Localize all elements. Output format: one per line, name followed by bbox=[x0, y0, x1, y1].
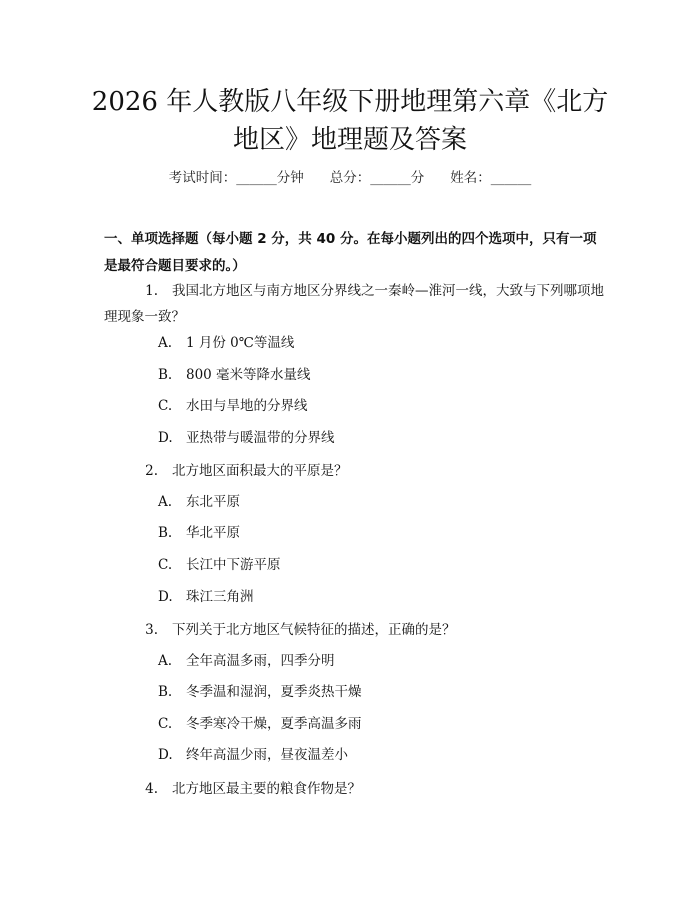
question-4 bbox=[104, 776, 624, 802]
exam-meta bbox=[0, 166, 700, 186]
option-letter: B. bbox=[158, 367, 173, 383]
option-1d bbox=[158, 428, 335, 448]
option-text: 终年高温少雨，昼夜温差小 bbox=[186, 747, 348, 763]
option-2c bbox=[158, 555, 281, 575]
option-1b bbox=[158, 365, 311, 385]
option-text: 珠江三角洲 bbox=[186, 589, 254, 605]
question-text: 下列关于北方地区气候特征的描述，正确的是？ bbox=[172, 622, 456, 638]
option-letter: A. bbox=[158, 335, 173, 351]
option-text: 冬季温和湿润，夏季炎热干燥 bbox=[186, 684, 362, 700]
option-letter: D. bbox=[158, 747, 173, 763]
option-letter: D. bbox=[158, 430, 173, 446]
question-3 bbox=[104, 617, 624, 643]
question-text-continued: 理现象一致？ bbox=[104, 309, 185, 325]
option-3d bbox=[158, 745, 348, 765]
document-title-line2: 地区》地理题及答案 bbox=[232, 125, 467, 155]
option-letter: C. bbox=[158, 557, 173, 573]
question-number: 1. bbox=[145, 283, 158, 299]
section-heading bbox=[104, 226, 624, 280]
option-text: 亚热带与暖温带的分界线 bbox=[186, 430, 335, 446]
option-letter: D. bbox=[158, 589, 173, 605]
exam-time-label: 考试时间：______分钟 bbox=[168, 170, 304, 186]
option-1c bbox=[158, 396, 308, 416]
option-letter: A. bbox=[158, 653, 173, 669]
option-text: 东北平原 bbox=[186, 494, 240, 510]
question-2 bbox=[104, 458, 624, 484]
option-3c bbox=[158, 714, 362, 734]
option-letter: A. bbox=[158, 494, 173, 510]
total-score-label: 总分：______分 bbox=[329, 170, 425, 186]
option-letter: C. bbox=[158, 398, 173, 414]
question-text: 我国北方地区与南方地区分界线之一秦岭—淮河一线，大致与下列哪项地 bbox=[172, 283, 604, 299]
option-text: 1 月份 0℃等温线 bbox=[186, 335, 295, 351]
option-3b bbox=[158, 682, 362, 702]
option-3a bbox=[158, 651, 335, 671]
question-number: 2. bbox=[145, 463, 158, 479]
option-2b bbox=[158, 523, 240, 543]
student-name-label: 姓名：______ bbox=[450, 170, 532, 186]
option-text: 长江中下游平原 bbox=[186, 557, 281, 573]
question-1 bbox=[104, 278, 624, 330]
question-number: 4. bbox=[145, 781, 158, 797]
option-text: 水田与旱地的分界线 bbox=[186, 398, 308, 414]
option-text: 华北平原 bbox=[186, 525, 240, 541]
option-text: 全年高温多雨，四季分明 bbox=[186, 653, 335, 669]
question-text: 北方地区面积最大的平原是？ bbox=[172, 463, 348, 479]
option-text: 800 毫米等降水量线 bbox=[186, 367, 311, 383]
option-1a bbox=[158, 333, 294, 353]
section-heading-line1: 一、单项选择题（每小题 2 分，共 40 分。在每小题列出的四个选项中，只有一项 bbox=[104, 231, 597, 247]
option-2d bbox=[158, 587, 254, 607]
option-text: 冬季寒冷干燥，夏季高温多雨 bbox=[186, 716, 362, 732]
option-2a bbox=[158, 492, 240, 512]
document-title-line1: 2026 年人教版八年级下册地理第六章《北方 bbox=[91, 87, 609, 117]
option-letter: B. bbox=[158, 684, 173, 700]
option-letter: B. bbox=[158, 525, 173, 541]
section-heading-line2: 是最符合题目要求的。） bbox=[104, 258, 246, 274]
question-text: 北方地区最主要的粮食作物是？ bbox=[172, 781, 361, 797]
option-letter: C. bbox=[158, 716, 173, 732]
question-number: 3. bbox=[145, 622, 158, 638]
